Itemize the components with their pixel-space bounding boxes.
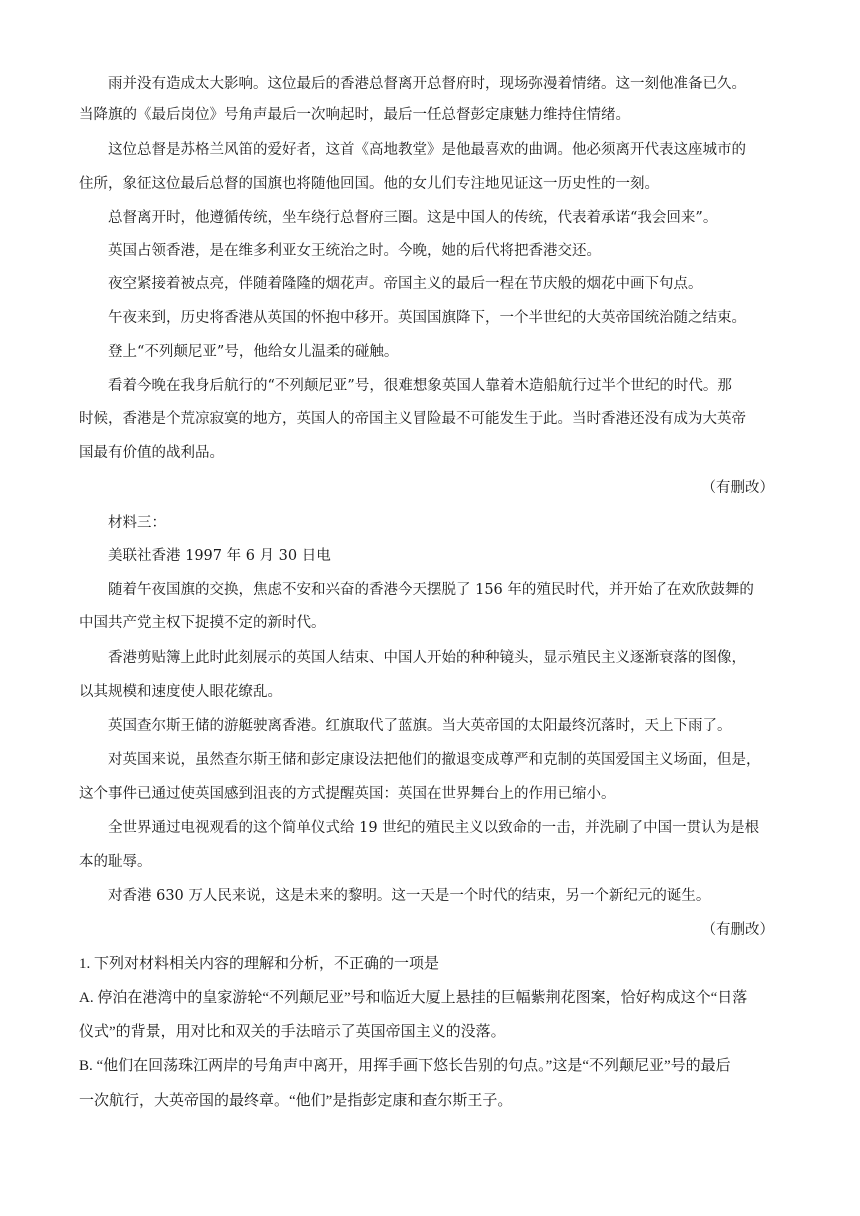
- text-line: 这个事件已通过使英国感到沮丧的方式提醒英国：英国在世界舞台上的作用已缩小。: [79, 786, 616, 802]
- text-line: 看着今晚在我身后航行的“不列颠尼亚”号，很难想象英国人靠着木造船航行过半个世纪的时代。那: [108, 378, 732, 394]
- text-line: 对英国来说，虽然查尔斯王储和彭定康设法把他们的撤退变成尊严和克制的英国爱国主义场面，但是，: [108, 752, 761, 768]
- text-line: 夜空紧接着被点亮，伴随着隆隆的烟花声。帝国主义的最后一程在节庆般的烟花中画下句点。: [108, 276, 703, 292]
- text-line: 这位总督是苏格兰风笛的爱好者，这首《高地教堂》是他最喜欢的曲调。他必须离开代表这座城市的: [108, 142, 746, 158]
- source-note: （有删改）: [701, 922, 774, 938]
- text-line: 全世界通过电视观看的这个简单仪式给 19 世纪的殖民主义以致命的一击，并洗刷了中国一贯认为是根: [108, 820, 760, 836]
- text-line: 当降旗的《最后岗位》号角声最后一次响起时，最后一任总督彭定康魅力维持住情绪。: [79, 107, 630, 123]
- text-line: 本的耻辱。: [79, 854, 152, 870]
- text-line: 香港剪贴簿上此时此刻展示的英国人结束、中国人开始的种种镜头，显示殖民主义逐渐衰落的图像，: [108, 650, 746, 666]
- text-line: 住所，象征这位最后总督的国旗也将随他回国。他的女儿们专注地见证这一历史性的一刻。: [79, 176, 659, 192]
- text-line: 午夜来到，历史将香港从英国的怀抱中移开。英国国旗降下，一个半世纪的大英帝国统治随之结束。: [108, 310, 746, 326]
- source-note: （有删改）: [701, 480, 774, 496]
- text-line: 国最有价值的战利品。: [79, 445, 224, 461]
- section-heading: 材料三：: [108, 515, 166, 531]
- dateline: 美联社香港 1997 年 6 月 30 日电: [108, 548, 331, 564]
- text-line: 中国共产党主权下捉摸不定的新时代。: [79, 615, 326, 631]
- text-line: 总督离开时，他遵循传统，坐车绕行总督府三圈。这是中国人的传统，代表着承诺“我会回来”。: [108, 210, 718, 226]
- option-b-cont: 一次航行，大英帝国的最终章。“他们”是指彭定康和查尔斯王子。: [79, 1093, 513, 1109]
- text-line: 随着午夜国旗的交换，焦虑不安和兴奋的香港今天摆脱了 156 年的殖民时代，并开始了在欢欣鼓舞的: [108, 582, 754, 598]
- text-line: 以其规模和速度使人眼花缭乱。: [79, 684, 282, 700]
- text-line: 英国占领香港，是在维多利亚女王统治之时。今晚，她的后代将把香港交还。: [108, 243, 601, 259]
- question-stem: 1. 下列对材料相关内容的理解和分析，不正确的一项是: [79, 956, 440, 972]
- option-a: A. 停泊在港湾中的皇家游轮“不列颠尼亚”号和临近大厦上悬挂的巨幅紫荆花图案，恰好构成这个“日落: [79, 990, 748, 1006]
- option-b: B. “他们在回荡珠江两岸的号角声中离开，用挥手画下悠长告别的句点。”这是“不列颠尼亚”号的最后: [79, 1058, 731, 1074]
- option-a-cont: 仪式”的背景，用对比和双关的手法暗示了英国帝国主义的没落。: [79, 1024, 506, 1040]
- text-line: 雨并没有造成太大影响。这位最后的香港总督离开总督府时，现场弥漫着情绪。这一刻他准备已久。: [108, 76, 746, 92]
- text-line: 对香港 630 万人民来说，这是未来的黎明。这一天是一个时代的结束，另一个新纪元的诞生。: [108, 888, 711, 904]
- text-line: 时候，香港是个荒凉寂寞的地方，英国人的帝国主义冒险最不可能发生于此。当时香港还没有成为大英帝: [79, 411, 746, 427]
- text-line: 英国查尔斯王储的游艇驶离香港。红旗取代了蓝旗。当大英帝国的太阳最终沉落时，天上下雨了。: [108, 718, 732, 734]
- text-line: 登上“不列颠尼亚”号，他给女儿温柔的碰触。: [108, 344, 399, 360]
